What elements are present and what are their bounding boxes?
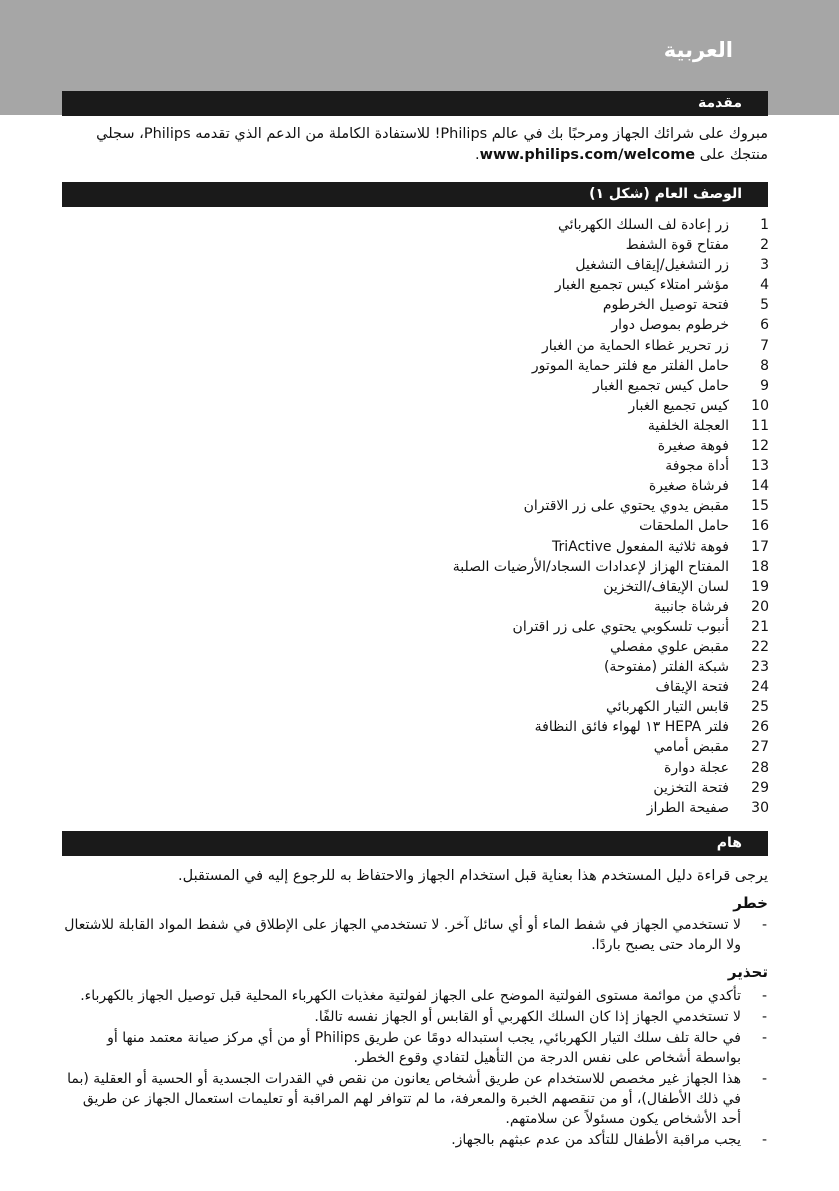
overview-item [349, 456, 769, 476]
bullet-item [62, 1069, 768, 1129]
bullet-dash: - [761, 917, 767, 933]
overview-item [349, 537, 769, 557]
intro-heading: مقدمة [698, 95, 742, 111]
overview-item-label: قابس التيار الكهربائي [605, 699, 729, 716]
overview-item-label: فتحة توصيل الخرطوم [602, 297, 729, 314]
bullet-text: لا تستخدمي الجهاز إذا كان السلك الكهربي أو القابس أو الجهاز نفسه تالفًا. [314, 1009, 741, 1025]
overview-item-label: مقبض أمامي [653, 739, 729, 756]
overview-item-number: 19 [751, 578, 769, 595]
overview-item [349, 737, 769, 757]
intro-paragraph [62, 124, 768, 166]
overview-item-number: 12 [751, 438, 769, 455]
overview-item-label: زر إعادة لف السلك الكهربائي [557, 217, 729, 233]
overview-item-number: 21 [751, 618, 769, 635]
danger-heading: خطر [733, 894, 768, 912]
overview-item-number: 2 [760, 237, 769, 254]
overview-heading: الوصف العام (شكل ١) [589, 186, 742, 202]
overview-item-number: 25 [751, 699, 769, 716]
overview-item-label: مقبض علوي مفصلي [609, 638, 729, 655]
overview-item-label: مقبض يدوي يحتوي على زر الاقتران [523, 498, 729, 515]
overview-item [349, 496, 769, 516]
overview-item-number: 22 [751, 638, 769, 655]
intro-end: . [474, 147, 480, 163]
bullet-dash: - [761, 1030, 767, 1046]
intro-section-bar [62, 91, 768, 116]
overview-item-number: 11 [751, 417, 769, 434]
language-title: العربية [663, 38, 733, 62]
bullet-text: هذا الجهاز غير مخصص للاستخدام عن طريق أشخاص يعانون من نقص في القدرات الجسدية أو الحسية أو العقلية (بما في ذلك الأطفال)، أو من تنقصهم الخبرة والمعرفة، ما لم تتوافر لهم المراقبة أو تعليمات استعمال الجهاز عن طريق أحد الأشخاص يكون مسئولاً عن سلامتهم. [67, 1071, 741, 1127]
overview-item [349, 295, 769, 315]
overview-item-label: مؤشر امتلاء كيس تجميع الغبار [554, 277, 729, 294]
overview-item-number: 30 [751, 799, 769, 816]
overview-item-label: حامل كيس تجميع الغبار [593, 377, 729, 394]
overview-item-label: حامل الملحقات [639, 518, 729, 535]
overview-item-label: فوهة صغيرة [657, 438, 729, 455]
overview-item-label: زر تحرير غطاء الحماية من الغبار [542, 337, 729, 354]
overview-item-number: 14 [751, 478, 769, 495]
overview-item [349, 416, 769, 436]
bullet-item [62, 986, 768, 1006]
overview-item [349, 516, 769, 536]
overview-item [349, 476, 769, 496]
overview-section-bar [62, 182, 768, 207]
overview-item [349, 798, 769, 818]
bullet-item [62, 1028, 768, 1068]
important-heading: هام [716, 835, 742, 851]
overview-item [349, 657, 769, 677]
overview-item [349, 758, 769, 778]
bullet-item [62, 1007, 768, 1027]
overview-item-label: مفتاح قوة الشفط [625, 237, 729, 254]
overview-item-number: 5 [760, 297, 769, 314]
overview-item [349, 215, 769, 235]
welcome-url-link[interactable]: www.philips.com/welcome [479, 147, 696, 163]
overview-item-number: 1 [760, 217, 769, 233]
overview-item-number: 23 [751, 659, 769, 676]
bullet-dash: - [761, 1009, 767, 1025]
overview-item-number: 8 [760, 357, 769, 374]
overview-item [349, 617, 769, 637]
overview-item-number: 3 [760, 257, 769, 274]
bullet-text: تأكدي من موائمة مستوى الفولتية الموضح على الجهاز لفولتية مغذيات الكهرباء المحلية قبل توصيل الجهاز بالكهرباء. [80, 988, 741, 1004]
warning-heading: تحذير [727, 963, 768, 981]
overview-item-number: 20 [751, 598, 769, 615]
overview-item-number: 24 [751, 679, 769, 696]
overview-item-number: 28 [751, 759, 769, 776]
overview-item [349, 557, 769, 577]
overview-item-label: لسان الإيقاف/التخزين [603, 578, 729, 595]
overview-item-number: 18 [751, 558, 769, 575]
bullet-dash: - [761, 1132, 767, 1148]
overview-item-number: 27 [751, 739, 769, 756]
overview-item-number: 4 [760, 277, 769, 294]
overview-item-label: العجلة الخلفية [647, 417, 729, 434]
overview-item-label: عجلة دوارة [664, 759, 729, 776]
bullet-item [62, 915, 768, 955]
overview-item [349, 396, 769, 416]
overview-item-label: المفتاح الهزاز لإعدادات السجاد/الأرضيات الصلبة [452, 558, 729, 575]
overview-item-number: 6 [760, 317, 769, 334]
overview-item-number: 7 [760, 337, 769, 354]
overview-item [349, 356, 769, 376]
overview-item-number: 29 [751, 779, 769, 796]
overview-item [349, 275, 769, 295]
overview-item-number: 17 [751, 538, 769, 555]
bullet-text: في حالة تلف سلك التيار الكهربائي, يجب استبداله دومًا عن طريق Philips أو من أي مركز صيانة معتمد منها أو بواسطة أشخاص على نفس الدرجة من التأهيل لتفادي وقوع الخطر. [107, 1030, 741, 1066]
overview-item [349, 376, 769, 396]
overview-item-label: شبكة الفلتر (مفتوحة) [603, 659, 729, 676]
overview-item-number: 16 [751, 518, 769, 535]
danger-list [62, 915, 768, 956]
overview-item [349, 697, 769, 717]
overview-item-number: 9 [760, 377, 769, 394]
overview-item-label: أنبوب تلسكوبي يحتوي على زر اقتران [512, 618, 729, 635]
bullet-item [62, 1130, 768, 1150]
bullet-text: يجب مراقبة الأطفال للتأكد من عدم عبثهم بالجهاز. [451, 1132, 741, 1148]
bullet-text: لا تستخدمي الجهاز في شفط الماء أو أي سائل آخر. لا تستخدمي الجهاز على الإطلاق في شفط المواد القابلة للاشتعال ولا الرماد حتى يصبح باردًا. [64, 917, 741, 953]
overview-item-label: فتحة التخزين [653, 779, 729, 796]
overview-item-label: كيس تجميع الغبار [628, 397, 729, 414]
overview-item-number: 15 [751, 498, 769, 515]
overview-item-label: فرشاة جانبية [654, 598, 729, 615]
overview-list [349, 215, 769, 818]
overview-item [349, 436, 769, 456]
warning-list [62, 986, 768, 1151]
overview-item-number: 13 [751, 458, 769, 475]
important-section-bar [62, 831, 768, 856]
overview-item [349, 336, 769, 356]
overview-item [349, 235, 769, 255]
overview-item-label: فرشاة صغيرة [648, 478, 729, 495]
bullet-dash: - [761, 988, 767, 1004]
overview-item [349, 717, 769, 737]
overview-item [349, 778, 769, 798]
overview-item-label: حامل الفلتر مع فلتر حماية الموتور [531, 357, 729, 374]
overview-item [349, 677, 769, 697]
intro-text: مبروك على شرائك الجهاز ومرحبًا بك في عالم Philips! للاستفادة الكاملة من الدعم الذي تقدمه Philips، سجلي منتجك على [96, 126, 768, 163]
bullet-dash: - [761, 1071, 767, 1087]
overview-item-number: 10 [751, 397, 769, 414]
overview-item [349, 597, 769, 617]
important-intro: يرجى قراءة دليل المستخدم هذا بعناية قبل استخدام الجهاز والاحتفاظ به للرجوع إليه في المستقبل. [178, 868, 768, 884]
overview-item [349, 255, 769, 275]
overview-item [349, 637, 769, 657]
overview-item-label: فوهة ثلاثية المفعول TriActive [552, 538, 729, 555]
overview-item-label: فتحة الإيقاف [655, 679, 729, 696]
overview-item-label: زر التشغيل/إيقاف التشغيل [575, 257, 729, 274]
overview-item [349, 577, 769, 597]
overview-item-label: خرطوم بموصل دوار [611, 317, 729, 334]
overview-item [349, 315, 769, 335]
overview-item-label: أداة مجوفة [665, 458, 729, 475]
overview-item-label: فلتر HEPA ١٣ لهواء فائق النظافة [534, 719, 729, 736]
overview-item-number: 26 [751, 719, 769, 736]
overview-item-label: صفيحة الطراز [646, 799, 729, 816]
